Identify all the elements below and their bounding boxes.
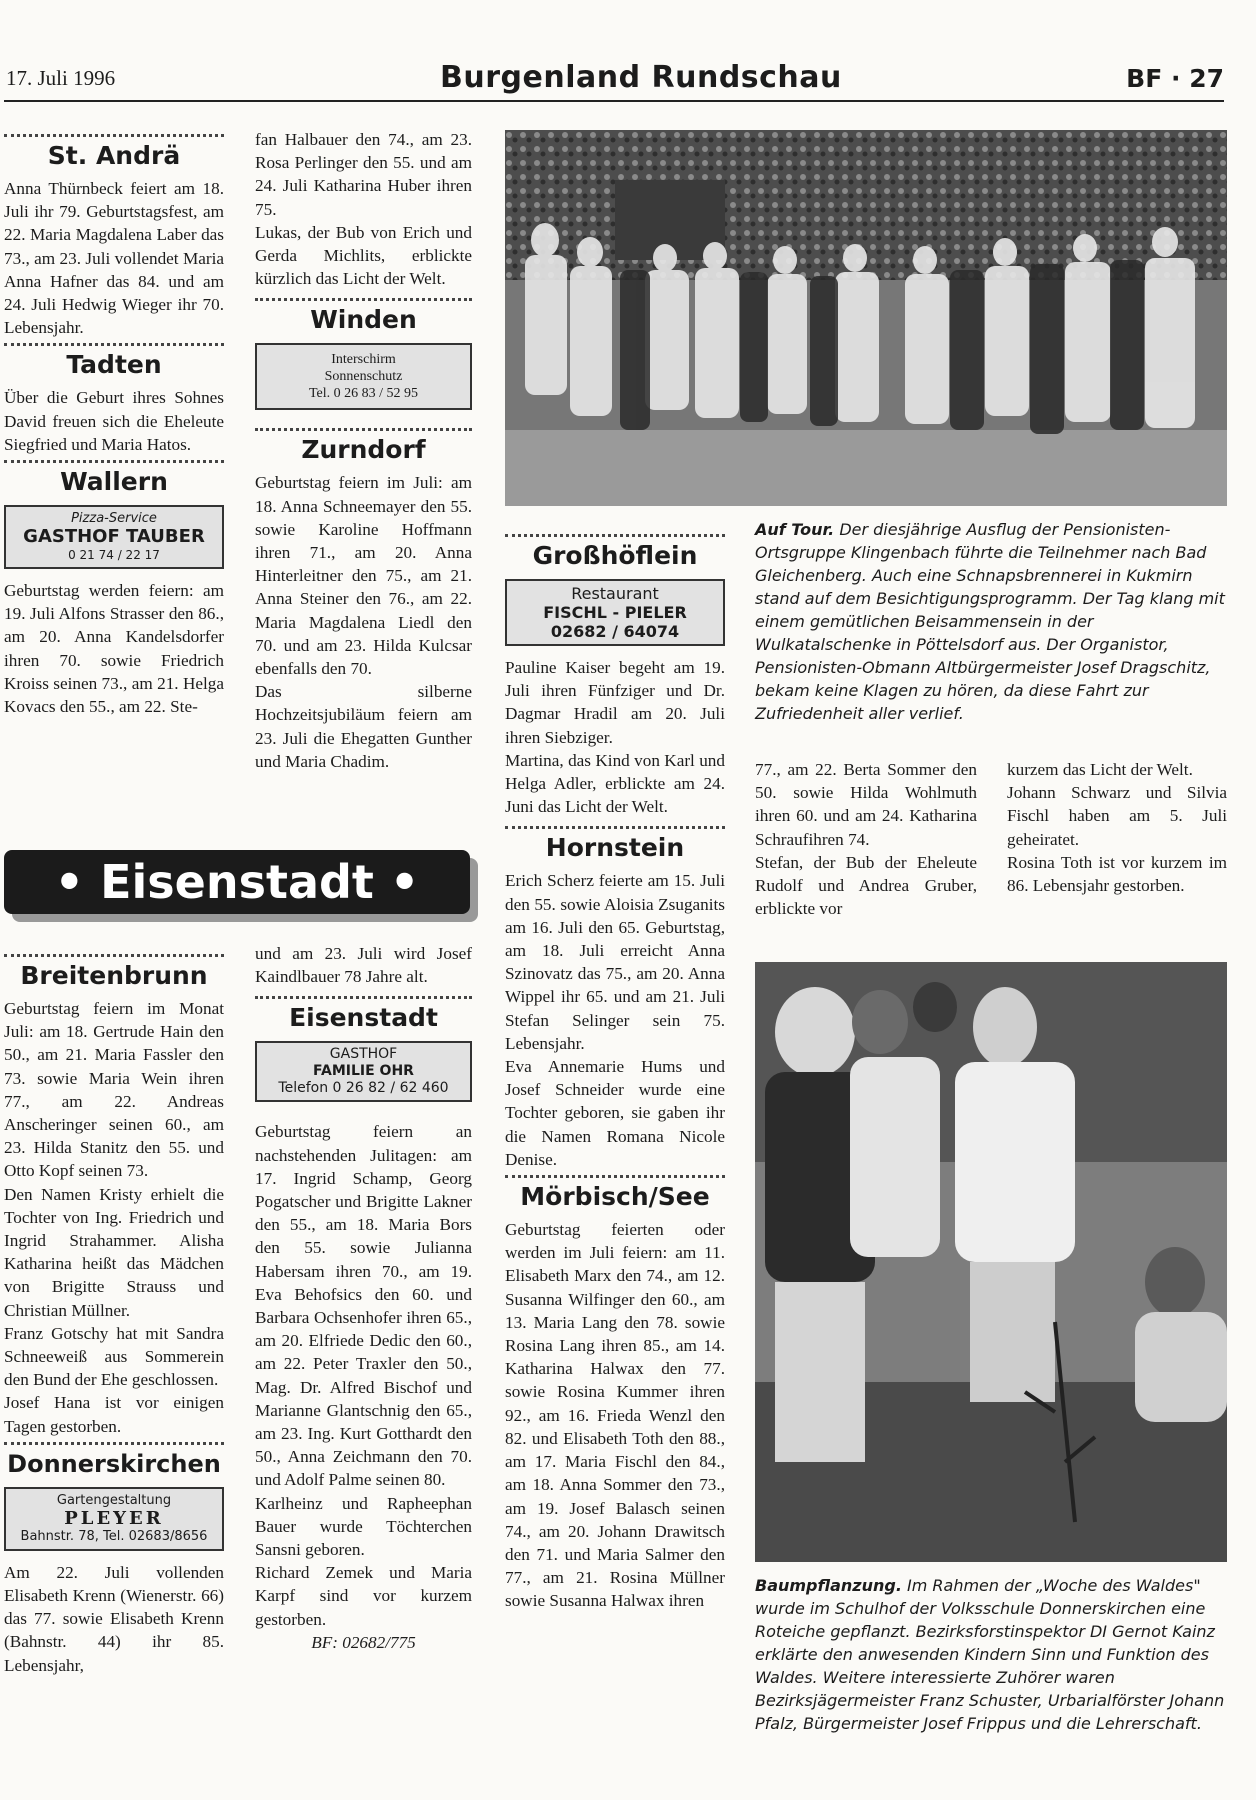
section-title-winden: Winden [310,305,417,335]
caption-lead: Baumpflanzung. [755,1576,902,1595]
ad-interschirm [255,343,472,410]
contact-phone: BF: 02682/775 [311,1632,416,1652]
article-moerbisch-cont-2: Stefan, der Bub der Eheleute Rudolf und Andrea Gruber, erblickte vor [755,852,977,919]
article-grosshoeflein-2: Martina, das Kind von Karl und Helga Adler, erblickte am 24. Juni das Licht der Welt. [505,750,725,817]
divider [255,428,472,431]
divider [4,460,224,463]
section-title-tadten: Tadten [66,350,162,380]
ad-line: Bahnstr. 78, Tel. 02683/8656 [20,1528,208,1544]
column-2-top [255,128,472,773]
article-moerbisch: Geburtstag feierten oder werden im Juli feiern: am 11. Elisabeth Marx den 74., am 12. Susanna Wilfinger den 60., am 13. Maria Lang den 78. sowie Rosina Lang ihren 85., am 14. Katharina Halwax den 77. sowie Rosina Kummer ihren 92., am 16. Frieda Wenzl den 82. und Elisabeth Toth den 88., am 17. Maria Fischl den 84., am 18. Anna Sommer den 73., am 19. Josef Balasch seinen 74., am 20. Johann Drawitsch den 71. und Maria Salmer den 77., am 21. Rosina Müllner sowie Susanna Halwax ihren [505,1220,725,1611]
article-moerbisch-cont: 77., am 22. Berta Sommer den 50. sowie Hilda Wohlmuth ihren 60. und am 24. Katharina Schraufihren 74. [755,760,977,849]
ad-line: Telefon 0 26 82 / 62 460 [278,1080,449,1097]
caption-text: Der diesjährige Ausflug der Pensionisten-Ortsgruppe Klingenbach führte die Teilnehmer nach Bad Gleichenberg. Auch eine Schnapsbrennerei in Kukmirn stand auf dem Besichtigungsprogramm. Der Tag klang mit einem gemütlichen Beisammensein in der Wulkatalschenke in Pöttelsdorf aus. Der Organistor, Pensionisten-Obmann Altbürgermeister Josef Dragschitz, bekam keine Klagen zu hören, da diese Fahrt zur Zufriedenheit aller verlief. [755,520,1225,723]
caption-text: Im Rahmen der „Woche des Waldes" wurde im Schulhof der Volksschule Donnerskirchen eine Roteiche gepflanzt. Bezirksforstinspektor DI Gernot Kainz erklärte den anwesenden Kindern Sinn und Funktion des Waldes. Weitere interessierte Zuhörer waren Bezirksjägermeister Franz Schuster, Urbarialförster Johann Pfalz, Bürgermeister Josef Frippus und die Lehrerschaft. [755,1576,1225,1733]
article-tadten: Über die Geburt ihres Sohnes David freuen sich die Eheleute Siegfried und Maria Hatos. [4,388,224,454]
caption-photo-1 [755,518,1227,725]
newspaper-title: Burgenland Rundschau [440,60,842,95]
photo-tree-planting-image [755,962,1227,1562]
divider [4,1442,224,1445]
ad-line: Tel. 0 26 83 / 52 95 [308,386,419,402]
section-title-breitenbrunn: Breitenbrunn [20,961,208,990]
divider [505,534,725,537]
caption-lead: Auf Tour. [755,520,835,539]
ad-line: GASTHOF TAUBER [23,526,205,548]
divider [505,1175,725,1178]
ad-gasthof-tauber [4,505,224,569]
article-moerbisch-cont-3: kurzem das Licht der Welt. [1007,760,1193,779]
section-title-grosshoeflein: Großhöflein [532,541,698,570]
ad-line: Interschirm [331,352,396,368]
article-wallern: Geburtstag werden feiern: am 19. Juli Alfons Strasser den 86., am 20. Anna Kandelsdorfer ihren 70. sowie Friedrich Kroiss seinen 73., am 21. Helga Kovacs den 55., am 22. Ste- [4,581,224,717]
page-number: BF · 27 [1126,64,1224,93]
article-eisenstadt-3: Richard Zemek und Maria Karpf sind vor kurzem gestorben. [255,1563,472,1629]
article-grosshoeflein: Pauline Kaiser begeht am 19. Juli ihren Fünfziger und Dr. Dagmar Hradil am 20. Juli ihren Siebziger. [505,658,725,747]
article-hornstein-2: Eva Annemarie Hums und Josef Schneider wurde eine Tochter geboren, sie gaben ihr die Namen Romana Nicole Denise. [505,1057,725,1169]
divider [4,343,224,346]
article-hornstein: Erich Scherz feierte am 15. Juli den 55. sowie Aloisia Zsuganits am 16. Juli den 65. Geburtstag, am 18. Juli erreicht Anna Szinovatz das 75., am 20. Anna Wippel ihr 65. und am 21. Juli Stefan Selinger sein 75. Lebensjahr. [505,871,725,1053]
article-moerbisch-cont-4: Johann Schwarz und Silvia Fischl haben am 5. Juli geheiratet. [1007,783,1227,849]
article-eisenstadt-2: Karlheinz und Rapheephan Bauer wurde Töchterchen Sansni geboren. [255,1493,472,1560]
ad-line: GASTHOF [329,1046,398,1063]
article-breitenbrunn-3: Franz Gotschy hat mit Sandra Schneeweiß aus Sommerein den Bund der Ehe geschlossen. [4,1323,224,1390]
section-title-wallern: Wallern [60,467,168,497]
divider [255,298,472,301]
article-wallern-cont2: Lukas, der Bub von Erich und Gerda Michlits, erblickte kürzlich das Licht der Welt. [255,222,472,289]
ad-line: Pizza-Service [71,511,157,527]
ad-line: FISCHL - PIELER [543,603,687,622]
header-rule [4,100,1224,102]
ad-restaurant-fischl-pieler [505,579,725,646]
article-donnerskirchen: Am 22. Juli vollenden Elisabeth Krenn (Wienerstr. 66) das 77. sowie Elisabeth Krenn (Bahnstr. 44) ihr 85. Lebensjahr, [4,1562,224,1675]
column-2-bottom [255,942,472,1654]
section-title-moerbisch: Mörbisch/See [520,1182,710,1212]
article-wallern-cont: fan Halbauer den 74., am 23. Rosa Perlinger den 55. und am 24. Juli Katharina Huber ihren 75. [255,130,472,219]
photo-tree-planting [755,962,1227,1562]
ad-gasthof-familie-ohr [255,1041,472,1102]
article-moerbisch-cont-5: Rosina Toth ist vor kurzem im 86. Lebensjahr gestorben. [1007,852,1227,896]
divider [505,826,725,829]
column-5 [1007,758,1227,897]
section-title-st-andrae: St. Andrä [47,141,181,170]
photo-pensioners-group [505,130,1227,506]
ad-gartengestaltung-pleyer [4,1487,224,1551]
column-1-bottom [4,950,224,1677]
article-breitenbrunn-2: Den Namen Kristy erhielt die Tochter von Ing. Friedrich und Ingrid Strahammer. Alisha Katharina heißt das Mädchen von Brigitte Strauss und Christian Müllner. [4,1184,224,1320]
section-title-eisenstadt: Eisenstadt [289,1003,438,1033]
article-eisenstadt: Geburtstag feiern an nachstehenden Julitagen: am 17. Ingrid Schamp, Georg Pogatscher und Brigitte Lakner den 55., am 18. Maria Bors den 55. sowie Julianna Habersam ihren 70., am 19. Eva Behofsics den 60. und Barbara Ochsenhofer ihren 65., am 20. Elfriede Dedic den 60., am 22. Peter Traxler den 50., Mag. Dr. Alfred Bischof und Marianne Glantschnig den 65., am 23. Ing. Kurt Gotthardt den 50., Anna Zeichmann den 70. und Adolf Palme seinen 80. [255,1122,472,1490]
section-title-hornstein: Hornstein [545,833,685,863]
article-breitenbrunn: Geburtstag feiern im Monat Juli: am 18. Gertrude Hain den 50., am 21. Maria Fassler den 73. sowie Maria Wein ihren 77., am 22. Andreas Anscheringer seinen 60., am 23. Hilda Stanitz den 55. und Otto Kopf seinen 73. [4,999,224,1181]
divider [255,996,472,999]
ad-line: FAMILIE OHR [313,1063,414,1080]
caption-photo-2 [755,1574,1227,1735]
photo-pensioners-image [505,130,1227,506]
article-donnerskirchen-cont: und am 23. Juli wird Josef Kaindlbauer 78 Jahre alt. [255,944,472,987]
column-3 [505,530,725,1613]
divider [4,954,224,957]
ad-line: Sonnenschutz [324,369,403,385]
article-breitenbrunn-4: Josef Hana ist vor einigen Tagen gestorben. [4,1393,224,1436]
section-title-zurndorf: Zurndorf [301,435,426,465]
ad-line: PLEYER [64,1507,164,1529]
ad-line: 0 21 74 / 22 17 [68,548,160,563]
ad-line: 02682 / 64074 [550,622,680,641]
article-zurndorf-2: Das silberne Hochzeitsjubiläum feiern am 23. Juli die Ehegatten Gunther und Maria Chadim. [255,682,472,771]
ad-line: Restaurant [571,584,659,603]
section-title-donnerskirchen: Donnerskirchen [7,1449,221,1478]
column-4 [755,758,977,920]
section-banner-eisenstadt: • Eisenstadt • [4,850,470,914]
issue-date: 17. Juli 1996 [6,66,116,90]
article-st-andrae: Anna Thürnbeck feiert am 18. Juli ihr 79. Geburtstagsfest, am 22. Maria Magdalena Laber das 73., am 23. Juli vollendet Maria Anna Hafner das 84. und am 24. Juli Hedwig Wieger ihr 70. Lebensjahr. [4,179,224,338]
divider [4,134,224,137]
article-zurndorf: Geburtstag feiern im Juli: am 18. Anna Schneemayer den 55. sowie Karoline Hoffmann ihren 71., am 20. Anna Hinterleitner den 75., am 21. Anna Steiner den 76., am 22. Maria Magdalena Liedl den 70. und am 23. Hilda Kulcsar ebenfalls den 70. [255,473,472,679]
ad-line: Gartengestaltung [56,1492,172,1508]
column-1-top [4,130,224,718]
